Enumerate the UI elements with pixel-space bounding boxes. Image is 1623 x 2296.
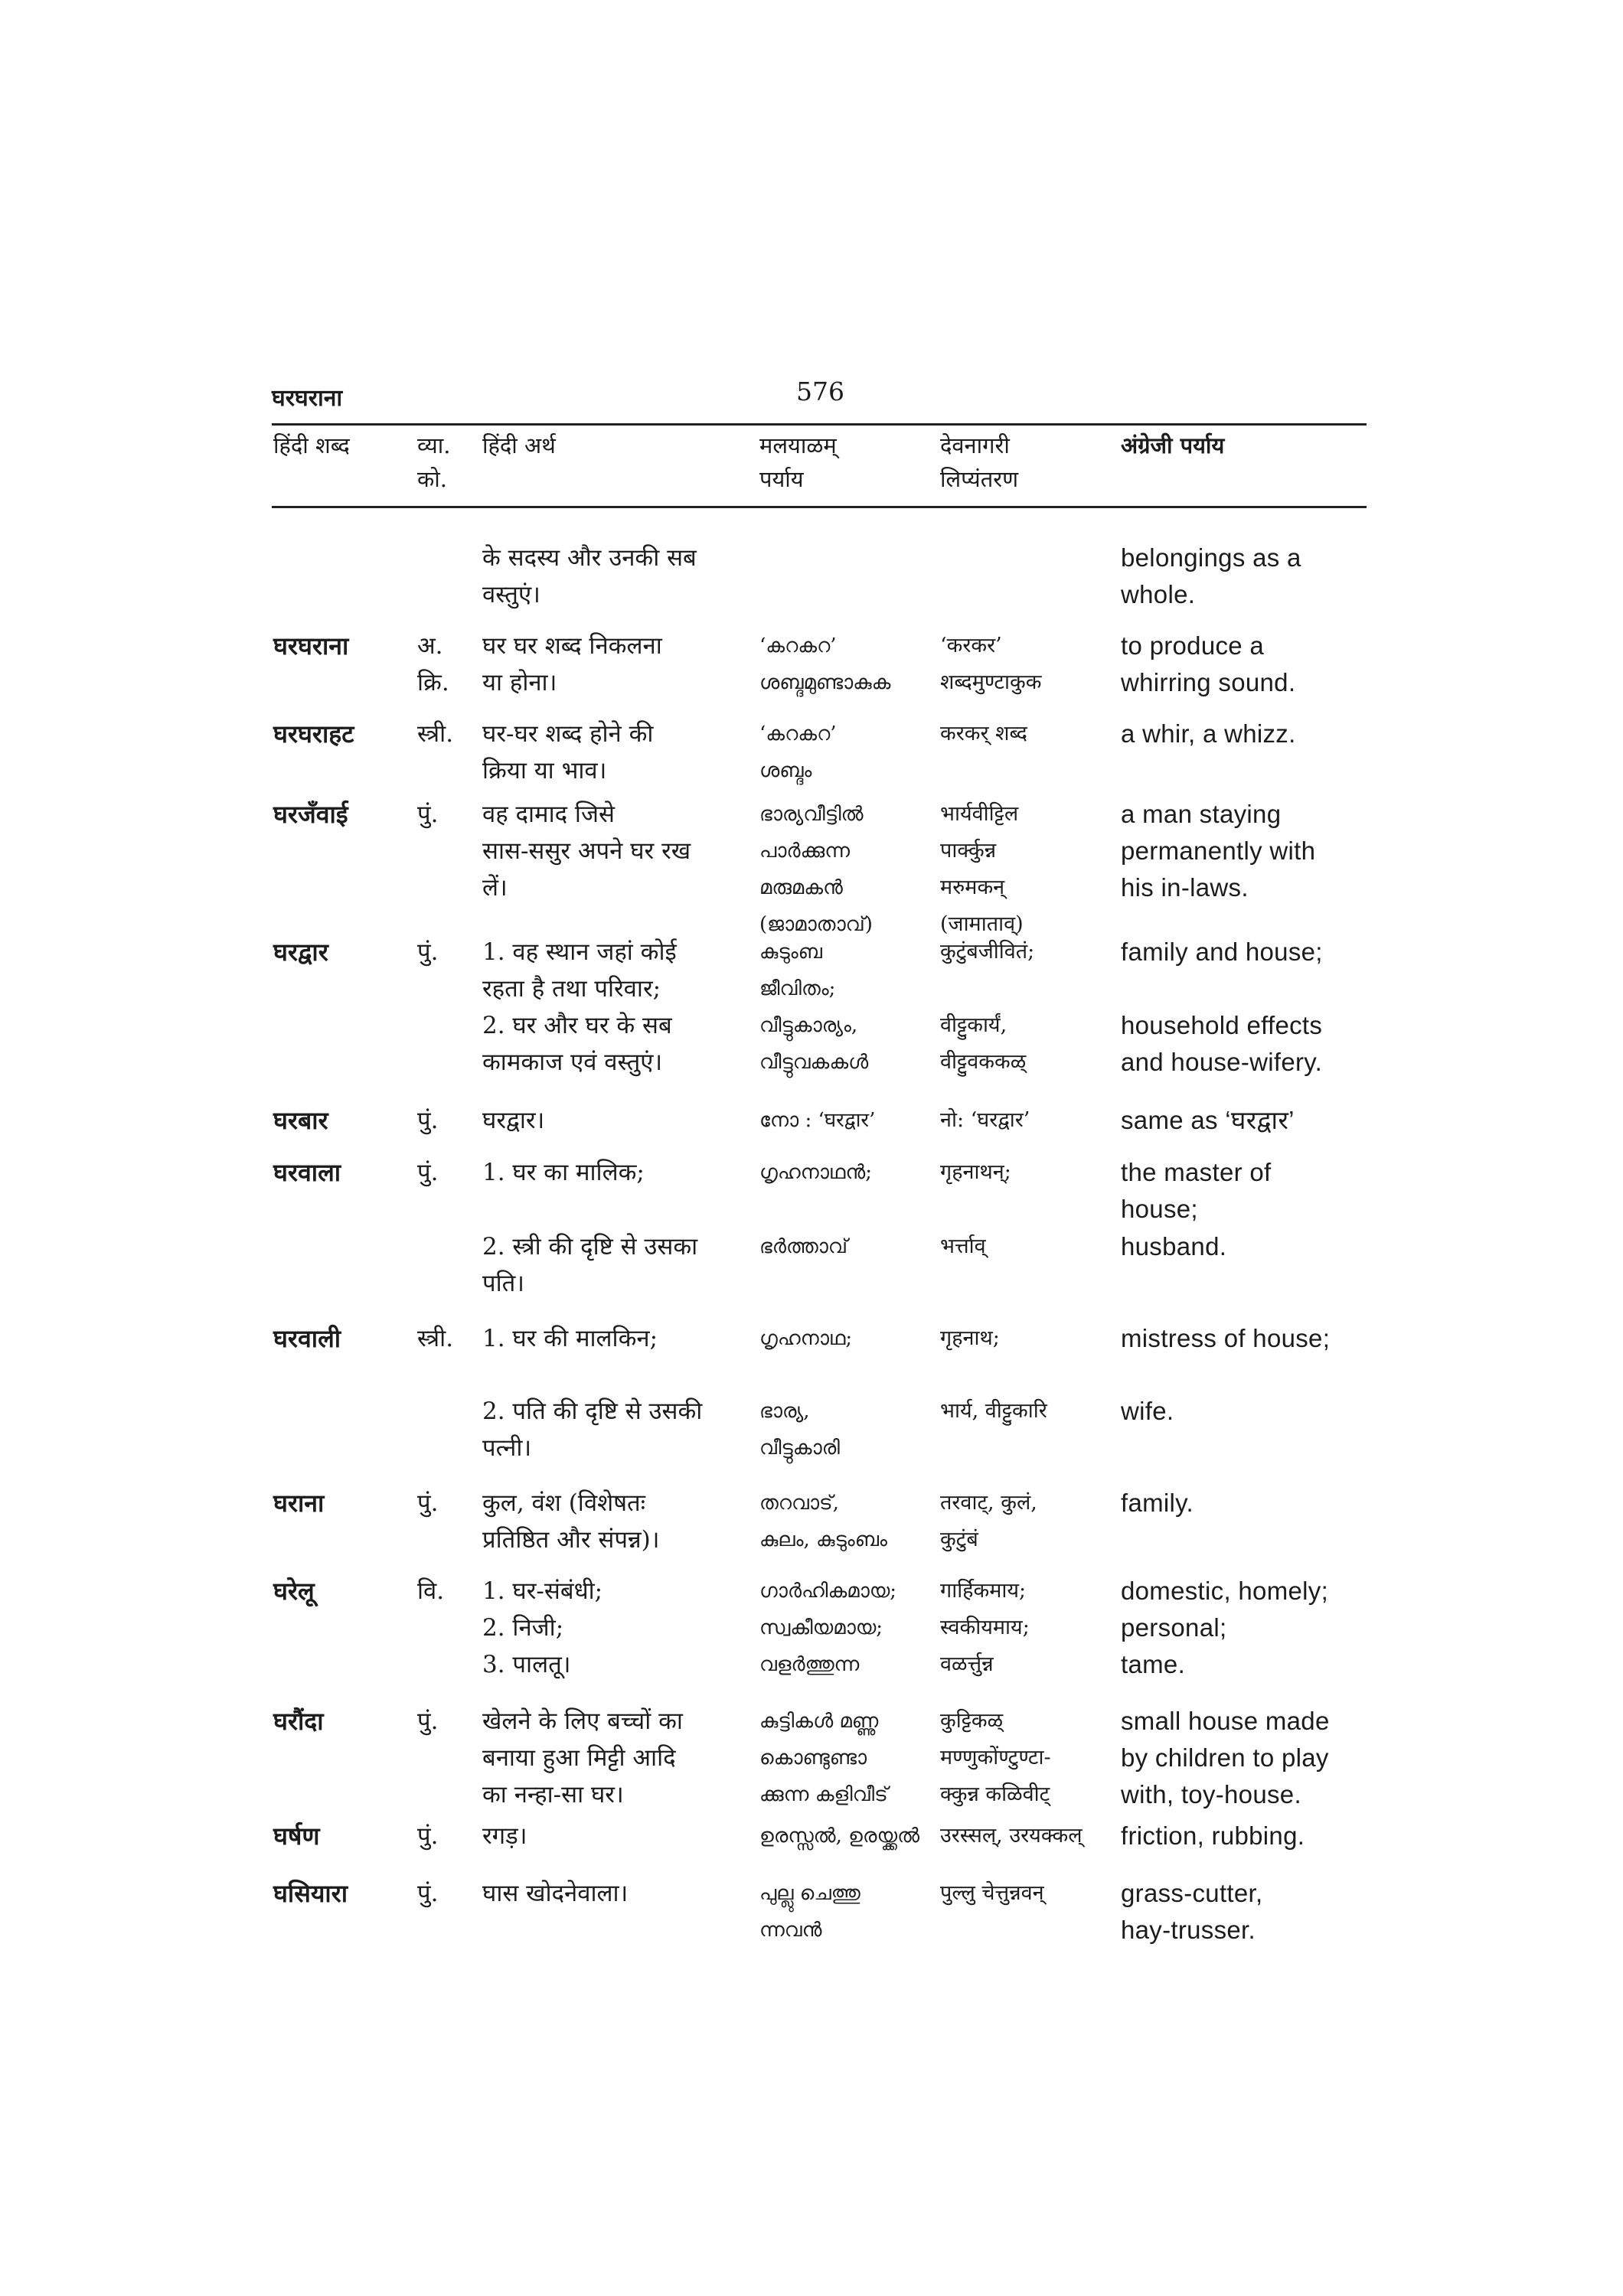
entry-malayalam-line: ജീവിതം; [759, 977, 836, 1000]
entry-devanagari [940, 1573, 1030, 1683]
entry-hindi-meaning [482, 1320, 658, 1357]
entry-headword-line: घराना [273, 1489, 325, 1518]
entry-grammar [417, 1875, 438, 1912]
entry-english-line: tame. [1121, 1650, 1186, 1678]
entry-english [1121, 1818, 1305, 1854]
entry-english-line: and house-wifery. [1121, 1048, 1323, 1076]
entry-grammar-line: पुं. [417, 1880, 439, 1907]
entry-hindi-meaning [482, 934, 677, 1081]
entry-headword-line [273, 540, 282, 576]
entry-hindi-meaning-line: कुल, वंश (विशेषतः [482, 1489, 645, 1517]
entry-devanagari [940, 1393, 1047, 1430]
entry-malayalam [759, 1573, 896, 1683]
entry-english [1121, 1573, 1328, 1683]
entry-malayalam [759, 1485, 887, 1558]
entry-malayalam [759, 1875, 860, 1949]
column-header-hindi-word: हिंदी शब्द [273, 432, 350, 458]
column-header-hindi-meaning: हिंदी अर्थ [482, 432, 556, 458]
entry-devanagari-line: करकर् शब्द [940, 722, 1027, 745]
entry-devanagari-line: गृहनाथ; [940, 1326, 1000, 1350]
entry-devanagari-line: ‘करकर’ [940, 634, 1002, 657]
entry-grammar-line: पुं. [417, 1107, 439, 1134]
entry-hindi-meaning-line: घास खोदनेवाला। [482, 1880, 629, 1907]
entry-headword-line [273, 1228, 282, 1265]
entry-hindi-meaning-line: कामकाज एवं वस्तुएं। [482, 1049, 663, 1076]
entry-hindi-meaning [482, 1573, 603, 1683]
entry-devanagari-line: भार्य, वीट्टुकारि [940, 1399, 1047, 1423]
entry-grammar-line: स्त्री. [417, 1325, 454, 1352]
entry-devanagari [940, 1228, 986, 1265]
entry-headword-line: घरेलू [273, 1577, 315, 1606]
entry-devanagari [940, 628, 1041, 701]
entry-grammar [417, 1320, 453, 1357]
entry-headword-line: घरजँवाई [273, 800, 348, 829]
entry-devanagari [940, 1320, 1000, 1357]
entry-grammar-line: पुं. [417, 1707, 439, 1735]
entry-malayalam-line: വീട്ടുകാര്യം, [759, 1014, 858, 1037]
entry-headword-line [273, 1393, 282, 1430]
entry-english [1121, 796, 1315, 906]
entry-malayalam-line: ക്കുന്ന കളിവീട് [759, 1783, 888, 1806]
entry-grammar-line: क्रि. [417, 669, 449, 696]
entry-malayalam-line: ന്നവൻ [759, 1919, 822, 1942]
column-header-grammar: व्या. को. [417, 432, 451, 492]
entry-devanagari-line: भार्यवीट्टिल [940, 802, 1019, 826]
entry-malayalam-line: ഗൃഹനാഥൻ; [759, 1161, 872, 1184]
entry-hindi-meaning [482, 540, 697, 613]
entry-headword-line: घरबार [273, 1106, 328, 1135]
entry-malayalam-line: (ജാമാതാവ്) [759, 913, 873, 936]
entry-malayalam-line: വളർത്തുന്ന [759, 1653, 860, 1676]
entry-hindi-meaning-line: पत्नी। [482, 1434, 532, 1462]
entry-devanagari-line: मरुमकन् [940, 876, 1005, 899]
entry-malayalam-line: ‘കറകറ’ [759, 634, 837, 657]
entry-headword [273, 628, 348, 664]
entry-grammar [417, 1573, 444, 1609]
entry-devanagari-line: कुटुंबजीवितं; [940, 940, 1035, 964]
entry-hindi-meaning-line: 1. घर की मालकिन; [482, 1325, 658, 1352]
entry-malayalam-line: വീട്ടുവകകൾ [759, 1051, 869, 1074]
entry-english [1121, 934, 1323, 1081]
entry-malayalam-line: തറവാട്, [759, 1492, 839, 1515]
entry-devanagari [940, 1818, 1083, 1854]
entry-devanagari-line: (जामाताव्) [940, 912, 1024, 936]
entry-devanagari-line: पार्क्कुन्न [940, 839, 997, 863]
entry-devanagari [940, 934, 1034, 1081]
entry-devanagari [940, 1703, 1051, 1813]
entry-hindi-meaning [482, 1102, 544, 1139]
entry-hindi-meaning-line: प्रतिष्ठित और संपन्न)। [482, 1526, 660, 1554]
entry-english [1121, 1102, 1295, 1139]
entry-malayalam [759, 1818, 919, 1854]
entry-english-line [1121, 970, 1323, 1007]
entry-hindi-meaning-line: पति। [482, 1270, 525, 1297]
entry-malayalam-line: വീട്ടുകാരി [759, 1437, 840, 1459]
entry-english-line: to produce a [1121, 631, 1265, 660]
entry-hindi-meaning [482, 1703, 683, 1813]
entry-english-line: a man staying [1121, 800, 1282, 828]
entry-headword [273, 540, 282, 576]
entry-grammar-line: पुं. [417, 801, 439, 828]
entry-malayalam [759, 934, 868, 1081]
entry-devanagari-line: पुल्लु चेत्तुन्नवन् [940, 1881, 1044, 1905]
entry-malayalam-line: ഭാര്യ, [759, 1400, 810, 1423]
page-number: 576 [796, 377, 844, 406]
entry-devanagari [940, 796, 1024, 943]
entry-malayalam-line: പുല്ലു ചെത്തു [759, 1882, 860, 1905]
entry-malayalam [759, 1320, 852, 1357]
entry-hindi-meaning-line: 3. पालतू। [482, 1651, 571, 1678]
entry-english-line: friction, rubbing. [1121, 1821, 1305, 1850]
entry-devanagari-line: तरवाट्, कुलं, [940, 1491, 1037, 1515]
entry-malayalam [759, 1228, 847, 1265]
entry-hindi-meaning [482, 1485, 659, 1558]
entry-hindi-meaning-line: रगड़। [482, 1822, 527, 1850]
entry-grammar-line: पुं. [417, 1159, 439, 1186]
entry-malayalam-line: ഭർത്താവ് [759, 1235, 847, 1258]
entry-malayalam-line: ഭാര്യവീട്ടിൽ [759, 803, 864, 826]
entry-headword [273, 1320, 341, 1357]
entry-devanagari [940, 1102, 1030, 1139]
entry-malayalam [759, 1154, 872, 1191]
entry-malayalam [759, 716, 837, 789]
entry-devanagari-line: वळर्त्तुन्न [940, 1652, 994, 1676]
entry-english [1121, 1875, 1262, 1949]
entry-hindi-meaning-line: 2. पति की दृष्टि से उसकी [482, 1397, 703, 1425]
entry-devanagari [940, 1485, 1037, 1558]
entry-hindi-meaning-line: वस्तुएं। [482, 581, 540, 608]
entry-hindi-meaning [482, 1154, 645, 1191]
entry-malayalam-line: കുട്ടികൾ മണ്ണു [759, 1710, 879, 1733]
entry-malayalam-line: ‘കറകറ’ [759, 722, 837, 745]
entry-english-line: wife. [1121, 1397, 1174, 1425]
entry-english-line: husband. [1121, 1232, 1227, 1261]
entry-english-line: family. [1121, 1489, 1194, 1517]
entry-grammar-line: अ. [417, 632, 443, 660]
entry-devanagari [940, 1875, 1044, 1912]
entry-hindi-meaning-line: घर-घर शब्द होने की [482, 720, 654, 748]
entry-malayalam-line: ഗാർഹികമായ; [759, 1580, 897, 1603]
entry-malayalam-line: ശബ്ദമുണ്ടാകുക [759, 671, 891, 694]
entry-grammar-line: वि. [417, 1577, 445, 1605]
entry-hindi-meaning-line: 2. निजी; [482, 1614, 564, 1642]
entry-headword [273, 1703, 324, 1740]
entry-malayalam [759, 628, 890, 701]
entry-english [1121, 628, 1295, 701]
entry-devanagari-line: भर्त्ताव् [940, 1234, 986, 1258]
entry-headword-line: घरघराना [273, 631, 349, 660]
entry-english-line: permanently with [1121, 837, 1316, 865]
entry-grammar [417, 1703, 438, 1740]
entry-headword [273, 1393, 282, 1430]
entry-malayalam-line: കുടുംബ [759, 941, 822, 964]
entry-hindi-meaning-line: 1. घर का मालिक; [482, 1159, 645, 1186]
entry-hindi-meaning-line: घरद्वार। [482, 1107, 545, 1134]
entry-devanagari-line: वीट्टुवककळ् [940, 1050, 1027, 1074]
entry-english-line: the master of [1121, 1158, 1272, 1186]
entry-devanagari-line: उरस्सल्, उरयक्कल् [940, 1824, 1083, 1848]
entry-hindi-meaning-line: बनाया हुआ मिट्टी आदि [482, 1744, 676, 1772]
entry-hindi-meaning-line: 2. स्त्री की दृष्टि से उसका [482, 1233, 698, 1261]
entry-devanagari [940, 716, 1027, 752]
entry-hindi-meaning-line: या होना। [482, 669, 557, 696]
entry-devanagari-line: वीट्टुकार्यं, [940, 1013, 1007, 1037]
entry-grammar [417, 628, 449, 701]
entry-malayalam [759, 1393, 840, 1466]
entry-grammar [417, 796, 438, 833]
entry-hindi-meaning-line: क्रिया या भाव। [482, 757, 607, 784]
entry-headword [273, 1228, 282, 1265]
entry-malayalam-line: നോ : ‘घरद्वार’ [759, 1109, 876, 1132]
entry-headword [273, 716, 354, 752]
entry-english [1121, 1320, 1330, 1357]
entry-malayalam-line: സ്വകീയമായ; [759, 1616, 883, 1639]
entry-hindi-meaning [482, 1393, 702, 1466]
entry-devanagari-line: कुट्टिकळ् [940, 1709, 1004, 1733]
entry-devanagari-line: शब्दमुण्टाकुक [940, 670, 1042, 694]
running-head: घरघराना [272, 385, 343, 412]
entry-english-line: family and house; [1121, 938, 1323, 966]
entry-english [1121, 1703, 1330, 1813]
entry-devanagari-line: गार्हिकमाय; [940, 1579, 1027, 1603]
entry-english-line: with, toy-house. [1121, 1780, 1301, 1808]
entry-devanagari [940, 1154, 1011, 1191]
entry-devanagari-line: क्कुन्न कळिवीट् [940, 1782, 1050, 1806]
entry-malayalam-line: ഉരസ്സൽ, ഉരയ്ക്കൽ [759, 1825, 920, 1848]
entry-headword [273, 934, 328, 970]
entry-english [1121, 540, 1301, 613]
entry-english-line: mistress of house; [1121, 1324, 1331, 1352]
entry-malayalam-line: കുലം, കുടുംബം [759, 1528, 887, 1551]
entry-grammar [417, 1102, 438, 1139]
entry-headword [273, 796, 348, 833]
entry-hindi-meaning-line: लें। [482, 874, 508, 902]
entry-english-line: household effects [1121, 1011, 1323, 1039]
entry-headword [273, 1102, 328, 1139]
entry-hindi-meaning-line: रहता है तथा परिवार; [482, 975, 661, 1003]
entry-malayalam-line: ശബ്ദം [759, 759, 812, 782]
entry-devanagari-line: कुटुंबं [940, 1528, 978, 1551]
entry-grammar-line: पुं. [417, 1822, 439, 1850]
entry-hindi-meaning-line: वह दामाद जिसे [482, 801, 615, 828]
entry-english-line: by children to play [1121, 1743, 1329, 1772]
entry-english-line: belongings as a [1121, 543, 1301, 572]
entry-grammar [417, 1154, 438, 1191]
entry-malayalam-line: മരുമകൻ [759, 876, 843, 899]
entry-hindi-meaning-line: 2. घर और घर के सब [482, 1012, 672, 1039]
entry-grammar [417, 716, 453, 752]
entry-headword-line: घसियारा [273, 1879, 348, 1908]
entry-devanagari-line: नो: ‘घरद्वार’ [940, 1108, 1030, 1132]
entry-english-line: personal; [1121, 1613, 1227, 1642]
entry-english [1121, 716, 1296, 752]
entry-grammar-line: पुं. [417, 938, 439, 966]
entry-headword [273, 1485, 324, 1521]
entry-hindi-meaning [482, 1818, 527, 1854]
entry-hindi-meaning-line: के सदस्य और उनकी सब [482, 544, 697, 572]
entry-grammar [417, 1818, 438, 1854]
entry-headword-line: घरघराहट [273, 719, 354, 748]
entry-devanagari-line: मण्णुकोंण्टुण्टा- [940, 1746, 1051, 1769]
entry-headword-line: घर्षण [273, 1821, 320, 1851]
entry-hindi-meaning-line: खेलने के लिए बच्चों का [482, 1707, 683, 1735]
entry-english-line: hay-trusser. [1121, 1916, 1256, 1944]
entry-english-line: same as ‘घरद्वार’ [1121, 1106, 1295, 1134]
entry-malayalam-line: കൊണ്ടുണ്ടാ [759, 1746, 867, 1769]
entry-english [1121, 1228, 1226, 1265]
entry-devanagari-line [940, 970, 1034, 1007]
entry-english [1121, 1485, 1194, 1521]
header-rule-bottom [272, 506, 1367, 508]
entry-malayalam-line: പാർക്കുന്ന [759, 840, 851, 863]
entry-malayalam [759, 1102, 875, 1139]
entry-headword [273, 1818, 320, 1854]
column-header-malayalam: मलयाळम् पर्याय [759, 432, 837, 492]
entry-english-line: whirring sound. [1121, 668, 1296, 696]
entry-headword [273, 1573, 315, 1609]
entry-hindi-meaning [482, 716, 653, 789]
entry-hindi-meaning [482, 1228, 697, 1302]
entry-grammar [417, 934, 438, 970]
entry-english-line: domestic, homely; [1121, 1577, 1329, 1605]
entry-hindi-meaning-line: सास-ससुर अपने घर रख [482, 837, 691, 865]
entry-english [1121, 1393, 1174, 1430]
entry-hindi-meaning-line: 1. घर-संबंधी; [482, 1577, 603, 1605]
entry-english-line: his in-laws. [1121, 873, 1249, 902]
header-rule-top [272, 423, 1367, 426]
entry-hindi-meaning [482, 796, 691, 906]
entry-hindi-meaning-line: का नन्हा-सा घर। [482, 1781, 624, 1808]
entry-malayalam-line: ഗൃഹനാഥ; [759, 1327, 853, 1350]
entry-english-line: house; [1121, 1195, 1198, 1223]
entry-headword [273, 1875, 348, 1912]
entry-headword-line: घरवाला [273, 1158, 341, 1187]
entry-hindi-meaning-line: घर घर शब्द निकलना [482, 632, 662, 660]
entry-grammar [417, 1485, 438, 1521]
entry-english-line: small house made [1121, 1707, 1330, 1735]
entry-grammar-line: पुं. [417, 1489, 439, 1517]
entry-headword-line: घरद्वार [273, 938, 328, 967]
column-header-devanagari: देवनागरी लिप्यंतरण [940, 432, 1019, 492]
entry-devanagari-line: स्वकीयमाय; [940, 1616, 1030, 1639]
entry-grammar-line: स्त्री. [417, 720, 454, 748]
entry-headword-line: घरवाली [273, 1324, 341, 1353]
entry-malayalam [759, 1703, 888, 1813]
entry-hindi-meaning [482, 1875, 628, 1912]
entry-english-line: whole. [1121, 580, 1196, 608]
entry-hindi-meaning-line: 1. वह स्थान जहां कोई [482, 938, 677, 966]
column-header-english: अंग्रेजी पर्याय [1121, 432, 1225, 458]
entry-hindi-meaning [482, 628, 662, 701]
entry-english-line: a whir, a whizz. [1121, 719, 1296, 748]
entry-english [1121, 1154, 1272, 1228]
entry-malayalam [759, 796, 873, 943]
entry-headword-line: घरौंदा [273, 1707, 324, 1736]
entry-devanagari-line: गृहनाथन्; [940, 1160, 1011, 1184]
entry-headword [273, 1154, 341, 1191]
entry-english-line: grass-cutter, [1121, 1879, 1263, 1907]
